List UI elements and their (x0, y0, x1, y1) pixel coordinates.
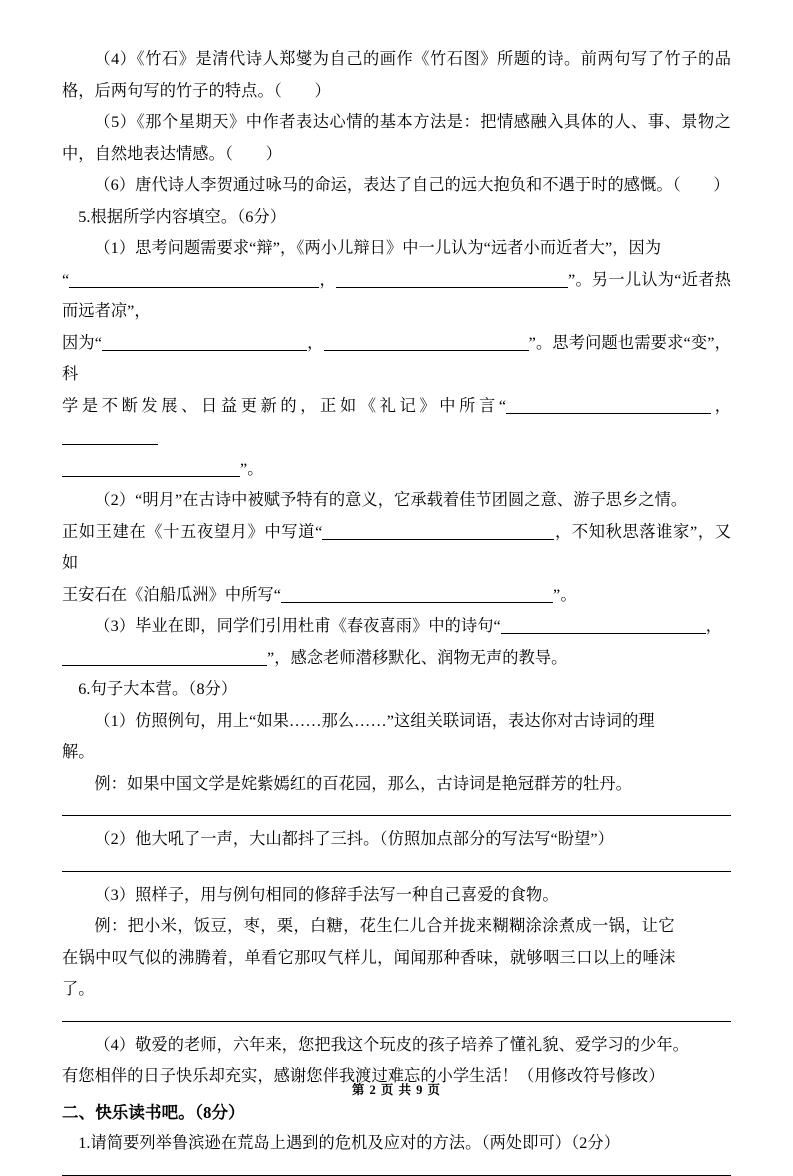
comma: ， (319, 270, 336, 289)
question-5-title: 5.根据所学内容填空。（6分） (78, 207, 287, 226)
fill-blank[interactable] (336, 287, 568, 288)
section-2-title: 二、快乐读书吧。（8分） (62, 1102, 245, 1122)
fill-blank[interactable] (501, 633, 706, 634)
question-6-3-example-line1: 例：把小米，饭豆，枣，栗，白糖，花生仁儿合并拢来糊糊涂涂煮成一锅，让它 (94, 917, 675, 935)
text-after: ，不知秋思落谁家”，又如 (62, 522, 731, 572)
comma: ， (307, 333, 324, 352)
page-footer: 第 2 页 共 9 页 (351, 1083, 442, 1097)
question-6-4-line1: （4）敬爱的老师，六年来，您把我这个玩皮的孩子培养了懂礼貌、爱学习的少年。 (94, 1035, 689, 1054)
page-content (62, 44, 731, 1176)
question-6-1-line1: （1）仿照例句，用上“如果……那么……”这组关联词语，表达你对古诗词的理 (94, 711, 655, 730)
text-before: 因为“ (62, 333, 103, 352)
text-after: ”。 (240, 459, 264, 478)
question-6-3-example-line3: 了。 (62, 980, 95, 998)
text-before: 学是不断发展、日益更新的，正如《礼记》中所言“ (62, 396, 507, 415)
question-4-item-4: （4）《竹石》是清代诗人郑燮为自己的画作《竹石图》所题的诗。前两句写了竹子的品格，后两句写的竹子的特点。（ ） (62, 50, 731, 100)
question-5-1-line2 (62, 265, 731, 328)
text-after: ”。思考问题也需要求“变”，科 (62, 333, 731, 383)
question-4-item-6: （6）唐代诗人李贺通过咏马的命运，表达了自己的远大抱负和不遇于时的感慨。（ ） (94, 176, 730, 194)
text-after: ”。另一儿认为“近者热而远者凉”， (62, 270, 731, 320)
comma: ， (711, 396, 731, 415)
text-after: ”。 (553, 585, 577, 604)
fill-blank[interactable] (506, 413, 711, 414)
question-6-3-example-line2: 在锅中叹气似的沸腾着，单看它那叹气样儿，闻闻那种香味，就够咽三口以上的唾沫 (62, 948, 676, 967)
answer-line[interactable] (62, 1021, 731, 1022)
question-6-4-line2: 有您相伴的日子快乐却充实，感谢您伴我渡过难忘的小学生活！（用修改符号修改） (62, 1067, 665, 1085)
question-5-3-line1 (62, 611, 731, 643)
question-5-2-line1: （2）“明月”在古诗中被赋予特有的意义，它承载着佳节团圆之意、游子思乡之情。 (94, 491, 688, 509)
fill-blank[interactable] (62, 665, 267, 666)
fill-blank[interactable] (62, 476, 240, 477)
question-6-3: （3）照样子，用与例句相同的修辞手法写一种自己喜爱的食物。 (94, 885, 559, 904)
section-2-question-1: 1.请简要列举鲁滨逊在荒岛上遇到的危机及应对的方法。（两处即可）（2分） (78, 1134, 621, 1152)
question-5-1-line1: （1）思考问题需要求“辩”，《两小儿辩日》中一儿认为“远者小而近者大”，因为 (94, 239, 662, 257)
question-5-3-line2 (62, 643, 731, 675)
question-6-2: （2）他大吼了一声，大山都抖了三抖。（仿照加点部分的写法写“盼望”） (94, 830, 614, 848)
answer-line[interactable] (62, 871, 731, 872)
fill-blank[interactable] (102, 350, 307, 351)
text-before: 正如王建在《十五夜望月》中写道“ (62, 522, 323, 541)
question-5-2-line2 (62, 517, 731, 580)
text-before: 王安石在《泊船瓜洲》中所写“ (62, 585, 282, 604)
comma: ， (705, 617, 723, 635)
answer-line[interactable] (62, 815, 731, 816)
fill-blank[interactable] (281, 602, 553, 603)
question-5-1-line3 (62, 328, 731, 391)
fill-blank[interactable] (62, 444, 158, 445)
question-5-1-line4 (62, 391, 731, 454)
fill-blank[interactable] (324, 350, 529, 351)
fill-blank[interactable] (322, 539, 554, 540)
text-before: （3）毕业在即，同学们引用杜甫《春夜喜雨》中的诗句“ (94, 617, 501, 635)
question-4-item-5: （5）《那个星期天》中作者表达心情的基本方法是：把情感融入具体的人、事、景物之中，自然地表达情感。（ ） (62, 113, 731, 163)
question-6-1-example: 例：如果中国文学是姹紫嫣红的百花园，那么，古诗词是艳冠群芳的牡丹。 (94, 774, 632, 793)
answer-line[interactable] (62, 1175, 731, 1176)
quote-open: “ (62, 270, 70, 289)
question-5-1-line5 (62, 454, 731, 486)
text-after: ”，感念老师潜移默化、润物无声的教导。 (267, 648, 568, 667)
question-6-1-line2: 解。 (62, 743, 95, 761)
question-5-2-line3 (62, 580, 731, 612)
fill-blank[interactable] (69, 287, 319, 288)
question-6-title: 6.句子大本营。（8分） (78, 680, 238, 698)
